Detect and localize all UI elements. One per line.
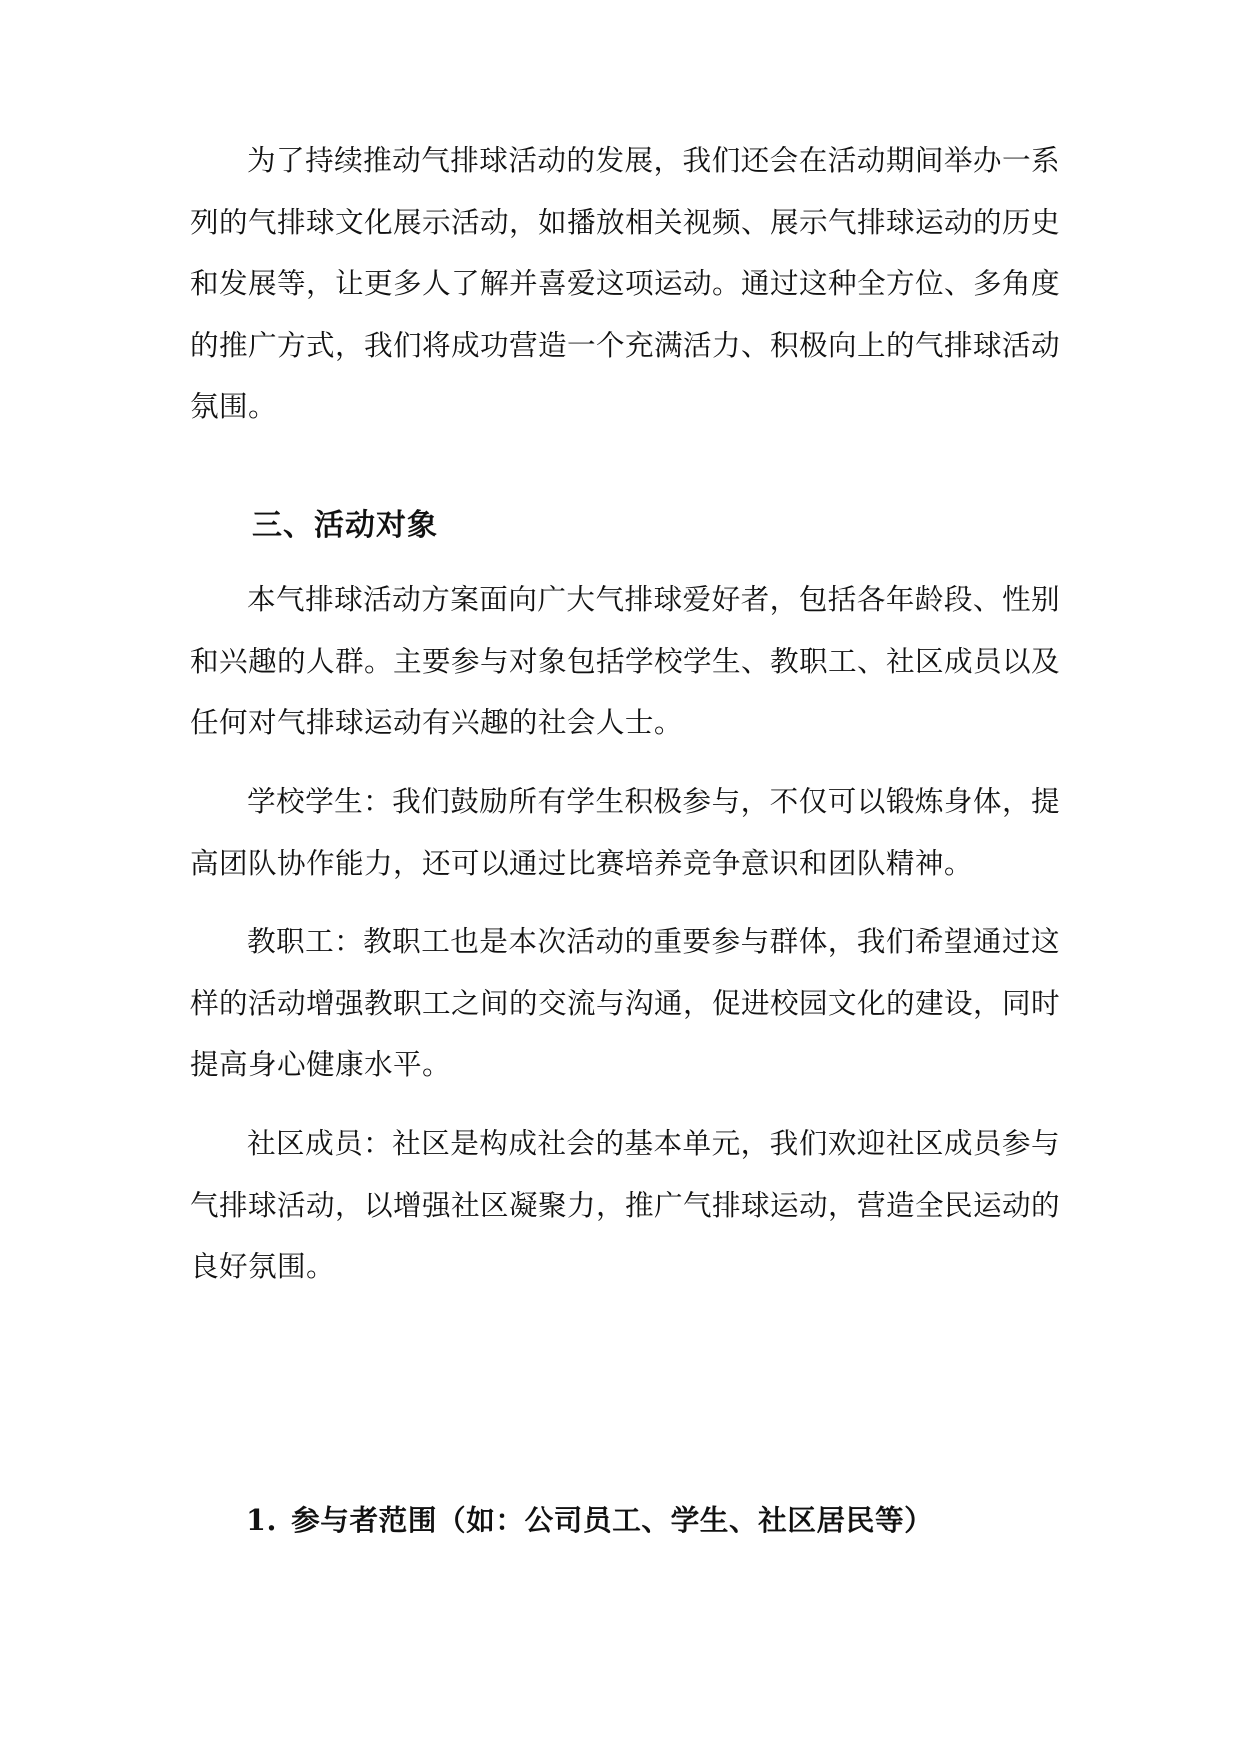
paragraph-culture-display: 为了持续推动气排球活动的发展，我们还会在活动期间举办一系列的气排球文化展示活动，如播放相关视频、展示气排球运动的历史和发展等，让更多人了解并喜爱这项运动。通过这种全方位、多角度的推广方式，我们将成功营造一个充满活力、积极向上的气排球活动氛围。 <box>190 143 1060 423</box>
paragraph-students: 学校学生：我们鼓励所有学生积极参与，不仅可以锻炼身体，提高团队协作能力，还可以通过比赛培养竞争意识和团队精神。 <box>190 784 1060 880</box>
sub-heading-number: 1. <box>246 1503 278 1537</box>
sub-heading-participant-scope <box>246 1498 933 1539</box>
paragraph-staff: 教职工：教职工也是本次活动的重要参与群体，我们希望通过这样的活动增强教职工之间的交流与沟通，促进校园文化的建设，同时提高身心健康水平。 <box>190 924 1060 1081</box>
sub-heading-text: 参与者范围（如：公司员工、学生、社区居民等） <box>291 1503 934 1537</box>
paragraph-audience-overview: 本气排球活动方案面向广大气排球爱好者，包括各年龄段、性别和兴趣的人群。主要参与对象包括学校学生、教职工、社区成员以及任何对气排球运动有兴趣的社会人士。 <box>190 582 1060 739</box>
paragraph-community: 社区成员：社区是构成社会的基本单元，我们欢迎社区成员参与气排球活动，以增强社区凝聚力，推广气排球运动，营造全民运动的良好氛围。 <box>190 1126 1060 1283</box>
section-heading-target-audience: 三、活动对象 <box>252 508 438 543</box>
